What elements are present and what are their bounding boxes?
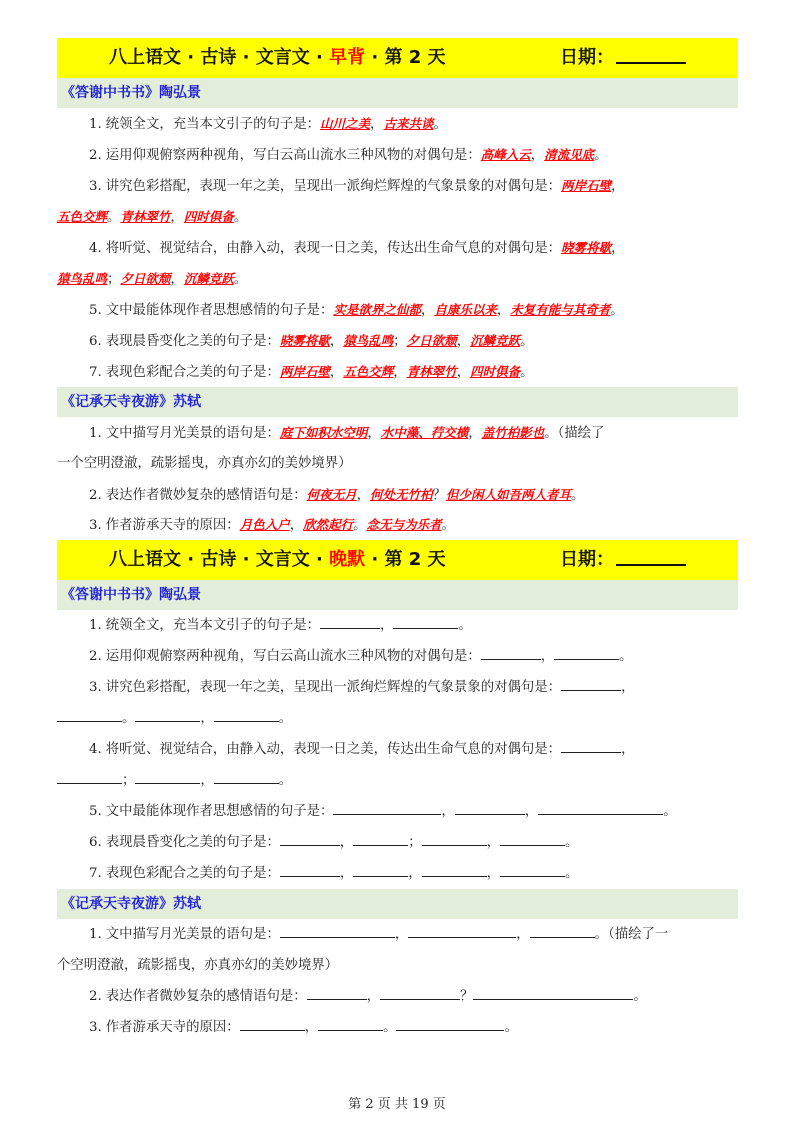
punct: 。（描绘了	[544, 426, 605, 441]
section-author: 陶弘景	[159, 587, 201, 603]
punct: ；	[393, 334, 407, 349]
title-suffix: · 第 2 天	[365, 47, 446, 68]
question-text: 作者游承天寺的原因：	[105, 518, 240, 533]
punct: 。	[520, 365, 534, 380]
punct: ，	[611, 241, 625, 256]
punct: 。	[441, 518, 455, 533]
question-row	[57, 232, 738, 263]
punct: 。	[122, 711, 136, 726]
question-number: 3.	[89, 1020, 102, 1035]
punct: ？	[432, 488, 446, 503]
punct: 。	[594, 148, 608, 163]
date-field	[560, 540, 686, 580]
fill-blank[interactable]	[214, 704, 279, 722]
punct: ，	[170, 210, 184, 225]
punct: 。	[663, 804, 677, 819]
section-author: 陶弘景	[159, 85, 201, 101]
fill-blank[interactable]	[280, 920, 395, 938]
question-row-continued	[57, 950, 738, 981]
punct: ，	[408, 866, 422, 881]
section-title-jctsyy	[57, 889, 738, 919]
fill-blank[interactable]	[408, 920, 516, 938]
question-text: 统领全文，充当本文引子的句子是：	[105, 618, 321, 633]
answer: 四时俱备	[470, 364, 521, 379]
question-text: 个空明澄澈，疏影摇曳，亦真亦幻的美妙境界）	[57, 958, 339, 973]
fill-blank[interactable]	[280, 859, 340, 877]
answer: 庭下如积水空明	[279, 425, 368, 440]
question-number: 2.	[89, 488, 102, 503]
punct: ，	[380, 618, 394, 633]
title-highlight: 晚默	[329, 549, 366, 570]
fill-blank[interactable]	[318, 1013, 383, 1031]
question-text: 表达作者微妙复杂的感情语句是：	[105, 989, 307, 1004]
question-row-continued	[57, 448, 738, 479]
answer: 猿鸟乱鸣	[343, 333, 394, 348]
question-number: 3.	[89, 518, 102, 533]
punct: 。	[278, 711, 293, 726]
fill-blank[interactable]	[561, 735, 621, 753]
punct: 。	[570, 488, 585, 503]
title-prefix: 八上语文 · 古诗 · 文言文 ·	[109, 549, 330, 570]
answer: 高峰入云	[480, 147, 531, 162]
answer: 但少闲人如吾两人者耳	[445, 487, 571, 502]
question-row	[57, 858, 738, 889]
punct: ；	[107, 272, 121, 287]
section-author: 苏轼	[173, 896, 201, 912]
punct: 。	[610, 303, 624, 318]
punct: 。	[278, 773, 293, 788]
answer: 晓雾将歇	[279, 333, 330, 348]
punct: ，	[366, 989, 381, 1004]
question-row	[57, 827, 738, 858]
punct: ，	[486, 866, 501, 881]
question-number: 5.	[89, 303, 102, 318]
punct: ，	[304, 1020, 319, 1035]
fill-blank[interactable]	[307, 982, 367, 1000]
question-row-continued	[57, 703, 738, 734]
punct: 。	[565, 835, 579, 850]
fill-blank[interactable]	[422, 859, 487, 877]
date-field	[560, 38, 686, 78]
answer: 盖竹柏影也	[481, 425, 545, 440]
fill-blank[interactable]	[353, 859, 408, 877]
question-number: 2.	[89, 148, 102, 163]
fill-blank[interactable]	[455, 797, 525, 815]
punct: ，	[621, 680, 635, 695]
punct: ，	[530, 148, 545, 163]
question-number: 3.	[89, 179, 102, 194]
answer: 古来共谈	[383, 116, 434, 131]
punct: ，	[441, 804, 455, 819]
fill-blank[interactable]	[135, 766, 200, 784]
fill-blank[interactable]	[500, 859, 565, 877]
answer: 何处无竹柏	[370, 487, 433, 502]
title-suffix: · 第 2 天	[365, 549, 446, 570]
section-title: 《答谢中书书》	[61, 85, 159, 101]
question-text: 表现晨昏变化之美的句子是：	[105, 835, 280, 850]
date-blank	[616, 38, 686, 64]
punct: ，	[200, 711, 214, 726]
punct: 。	[383, 1020, 397, 1035]
punct: 。	[633, 989, 647, 1004]
fill-blank[interactable]	[57, 704, 122, 722]
question-text: 文中描写月光美景的语句是：	[105, 426, 280, 441]
title-highlight: 早背	[329, 47, 366, 68]
fill-blank[interactable]	[530, 920, 595, 938]
punct: ，	[356, 488, 371, 503]
fill-blank[interactable]	[481, 642, 541, 660]
fill-blank[interactable]	[380, 982, 460, 1000]
punct: 。（描绘了一	[594, 927, 669, 942]
punct: ？	[460, 989, 474, 1004]
fill-blank[interactable]	[135, 704, 200, 722]
punct: 。	[565, 866, 579, 881]
punct: ，	[420, 303, 435, 318]
section-title-jctsyy	[57, 387, 738, 417]
fill-blank[interactable]	[473, 982, 633, 1000]
answer: 夕日欲颓	[120, 271, 171, 286]
punct: ，	[329, 334, 344, 349]
punct: ；	[408, 835, 422, 850]
fill-blank[interactable]	[554, 642, 619, 660]
question-number: 7.	[89, 365, 102, 380]
punct: ，	[339, 835, 354, 850]
answer: 何夜无月	[306, 487, 357, 502]
question-number: 2.	[89, 989, 102, 1004]
question-number: 7.	[89, 866, 102, 881]
answer: 青林翠竹	[120, 209, 171, 224]
answer: 月色入户	[239, 517, 290, 532]
section-title: 《记承天寺夜游》	[61, 896, 173, 912]
punct: 。	[353, 518, 367, 533]
answer: 沉鳞竞跃	[470, 333, 521, 348]
punct: 。	[520, 334, 534, 349]
question-text: 运用仰观俯察两种视角，写白云高山流水三种风物的对偶句是：	[105, 649, 481, 664]
answer: 未复有能与其奇者	[510, 302, 611, 317]
answer: 山川之美	[320, 116, 371, 131]
punct: ，	[621, 742, 635, 757]
fill-blank[interactable]	[280, 828, 340, 846]
punct: ，	[516, 927, 530, 942]
question-text: 表现晨昏变化之美的句子是：	[105, 334, 280, 349]
question-text: 文中最能体现作者思想感情的句子是：	[105, 804, 334, 819]
question-row	[57, 641, 738, 672]
fill-blank[interactable]	[561, 673, 621, 691]
section-title-dxzss	[57, 580, 738, 610]
punct: 。	[107, 210, 121, 225]
answer: 沉鳞竞跃	[183, 271, 234, 286]
question-row	[57, 1012, 738, 1043]
answer: 四时俱备	[183, 209, 234, 224]
title-prefix: 八上语文 · 古诗 · 文言文 ·	[109, 47, 330, 68]
punct: ；	[122, 773, 136, 788]
punct: ，	[393, 365, 407, 380]
answer: 晓雾将歇	[561, 240, 612, 255]
question-text: 文中最能体现作者思想感情的句子是：	[105, 303, 334, 318]
answer: 五色交辉	[57, 209, 108, 224]
fill-blank[interactable]	[333, 797, 441, 815]
punct: ，	[370, 117, 384, 132]
question-text: 讲究色彩搭配，表现一年之美，呈现出一派绚烂辉煌的气象景象的对偶句是：	[105, 680, 562, 695]
question-number: 3.	[89, 680, 102, 695]
question-row	[57, 170, 738, 201]
question-text: 运用仰观俯察两种视角，写白云高山流水三种风物的对偶句是：	[105, 148, 481, 163]
fill-blank[interactable]	[57, 766, 122, 784]
punct: ，	[200, 773, 214, 788]
question-row-continued	[57, 263, 738, 294]
punct: ，	[496, 303, 511, 318]
fill-blank[interactable]	[240, 1013, 305, 1031]
evening-header-title	[109, 540, 446, 580]
question-row	[57, 294, 738, 325]
question-number: 6.	[89, 334, 102, 349]
question-row	[57, 796, 738, 827]
question-text: 将听觉、视觉结合，由静入动，表现一日之美，传达出生命气息的对偶句是：	[105, 742, 562, 757]
question-row	[57, 417, 738, 448]
answer: 猿鸟乱鸣	[57, 271, 108, 286]
fill-blank[interactable]	[500, 828, 565, 846]
answer: 五色交辉	[343, 364, 394, 379]
question-text: 表达作者微妙复杂的感情语句是：	[105, 488, 307, 503]
punct: ，	[540, 649, 555, 664]
punct: ，	[486, 835, 501, 850]
section-title: 《记承天寺夜游》	[61, 394, 173, 410]
question-row	[57, 356, 738, 387]
punct: ，	[456, 334, 471, 349]
answer: 欣然起行	[303, 517, 354, 532]
date-blank	[616, 540, 686, 566]
answer: 夕日欲颓	[406, 333, 457, 348]
question-row-continued	[57, 201, 738, 232]
question-row	[57, 672, 738, 703]
answer: 念无与为乐者	[366, 517, 442, 532]
question-row	[57, 510, 738, 540]
question-row	[57, 734, 738, 765]
fill-blank[interactable]	[538, 797, 663, 815]
punct: ，	[170, 272, 184, 287]
question-text: 一个空明澄澈，疏影摇曳，亦真亦幻的美妙境界）	[57, 456, 352, 471]
section-title-dxzss	[57, 78, 738, 108]
answer: 两岸石壁	[561, 178, 612, 193]
fill-blank[interactable]	[393, 611, 458, 629]
question-row	[57, 981, 738, 1012]
fill-blank[interactable]	[214, 766, 279, 784]
question-text: 表现色彩配合之美的句子是：	[105, 365, 280, 380]
punct: 。	[233, 210, 248, 225]
question-text: 讲究色彩搭配，表现一年之美，呈现出一派绚烂辉煌的气象景象的对偶句是：	[105, 179, 562, 194]
question-row-continued	[57, 765, 738, 796]
answer: 两岸石壁	[279, 364, 330, 379]
punct: ，	[456, 365, 471, 380]
morning-header-title	[109, 38, 446, 78]
question-row	[57, 139, 738, 170]
question-number: 1.	[89, 426, 102, 441]
question-number: 5.	[89, 804, 102, 819]
question-number: 2.	[89, 649, 102, 664]
punct: 。	[504, 1020, 518, 1035]
question-text: 作者游承天寺的原因：	[105, 1020, 240, 1035]
fill-blank[interactable]	[353, 828, 408, 846]
punct: ，	[289, 518, 304, 533]
evening-header	[57, 540, 738, 580]
punct: 。	[433, 117, 447, 132]
question-number: 1.	[89, 927, 102, 942]
punct: 。	[458, 618, 472, 633]
question-text: 文中描写月光美景的语句是：	[105, 927, 280, 942]
answer: 青林翠竹	[406, 364, 457, 379]
answer: 清流见底	[544, 147, 595, 162]
punct: ，	[339, 866, 354, 881]
question-number: 1.	[89, 117, 102, 132]
fill-blank[interactable]	[396, 1013, 504, 1031]
question-text: 统领全文，充当本文引子的句子是：	[105, 117, 321, 132]
fill-blank[interactable]	[320, 611, 380, 629]
punct: ，	[468, 426, 482, 441]
question-row	[57, 610, 738, 641]
fill-blank[interactable]	[422, 828, 487, 846]
answer: 自康乐以来	[434, 302, 497, 317]
question-number: 4.	[89, 742, 102, 757]
page-footer: 第 2 页 共 19 页	[348, 1097, 446, 1112]
question-text: 表现色彩配合之美的句子是：	[105, 866, 280, 881]
worksheet-page	[57, 38, 738, 1043]
question-number: 4.	[89, 241, 102, 256]
question-number: 6.	[89, 835, 102, 850]
date-label: 日期：	[560, 47, 614, 68]
punct: ，	[329, 365, 344, 380]
question-text: 将听觉、视觉结合，由静入动，表现一日之美，传达出生命气息的对偶句是：	[105, 241, 562, 256]
punct: 。	[619, 649, 633, 664]
question-row	[57, 919, 738, 950]
section-title: 《答谢中书书》	[61, 587, 159, 603]
answer: 水中藻、荇交横	[380, 425, 469, 440]
punct: ，	[394, 927, 409, 942]
date-label: 日期：	[560, 549, 614, 570]
punct: ，	[524, 804, 539, 819]
section-author: 苏轼	[173, 394, 201, 410]
punct: ，	[611, 179, 625, 194]
answer: 实是欲界之仙都	[333, 302, 421, 317]
question-row	[57, 108, 738, 139]
punct: ，	[367, 426, 381, 441]
question-number: 1.	[89, 618, 102, 633]
question-row	[57, 325, 738, 356]
question-row	[57, 479, 738, 510]
morning-header	[57, 38, 738, 78]
punct: 。	[233, 272, 248, 287]
